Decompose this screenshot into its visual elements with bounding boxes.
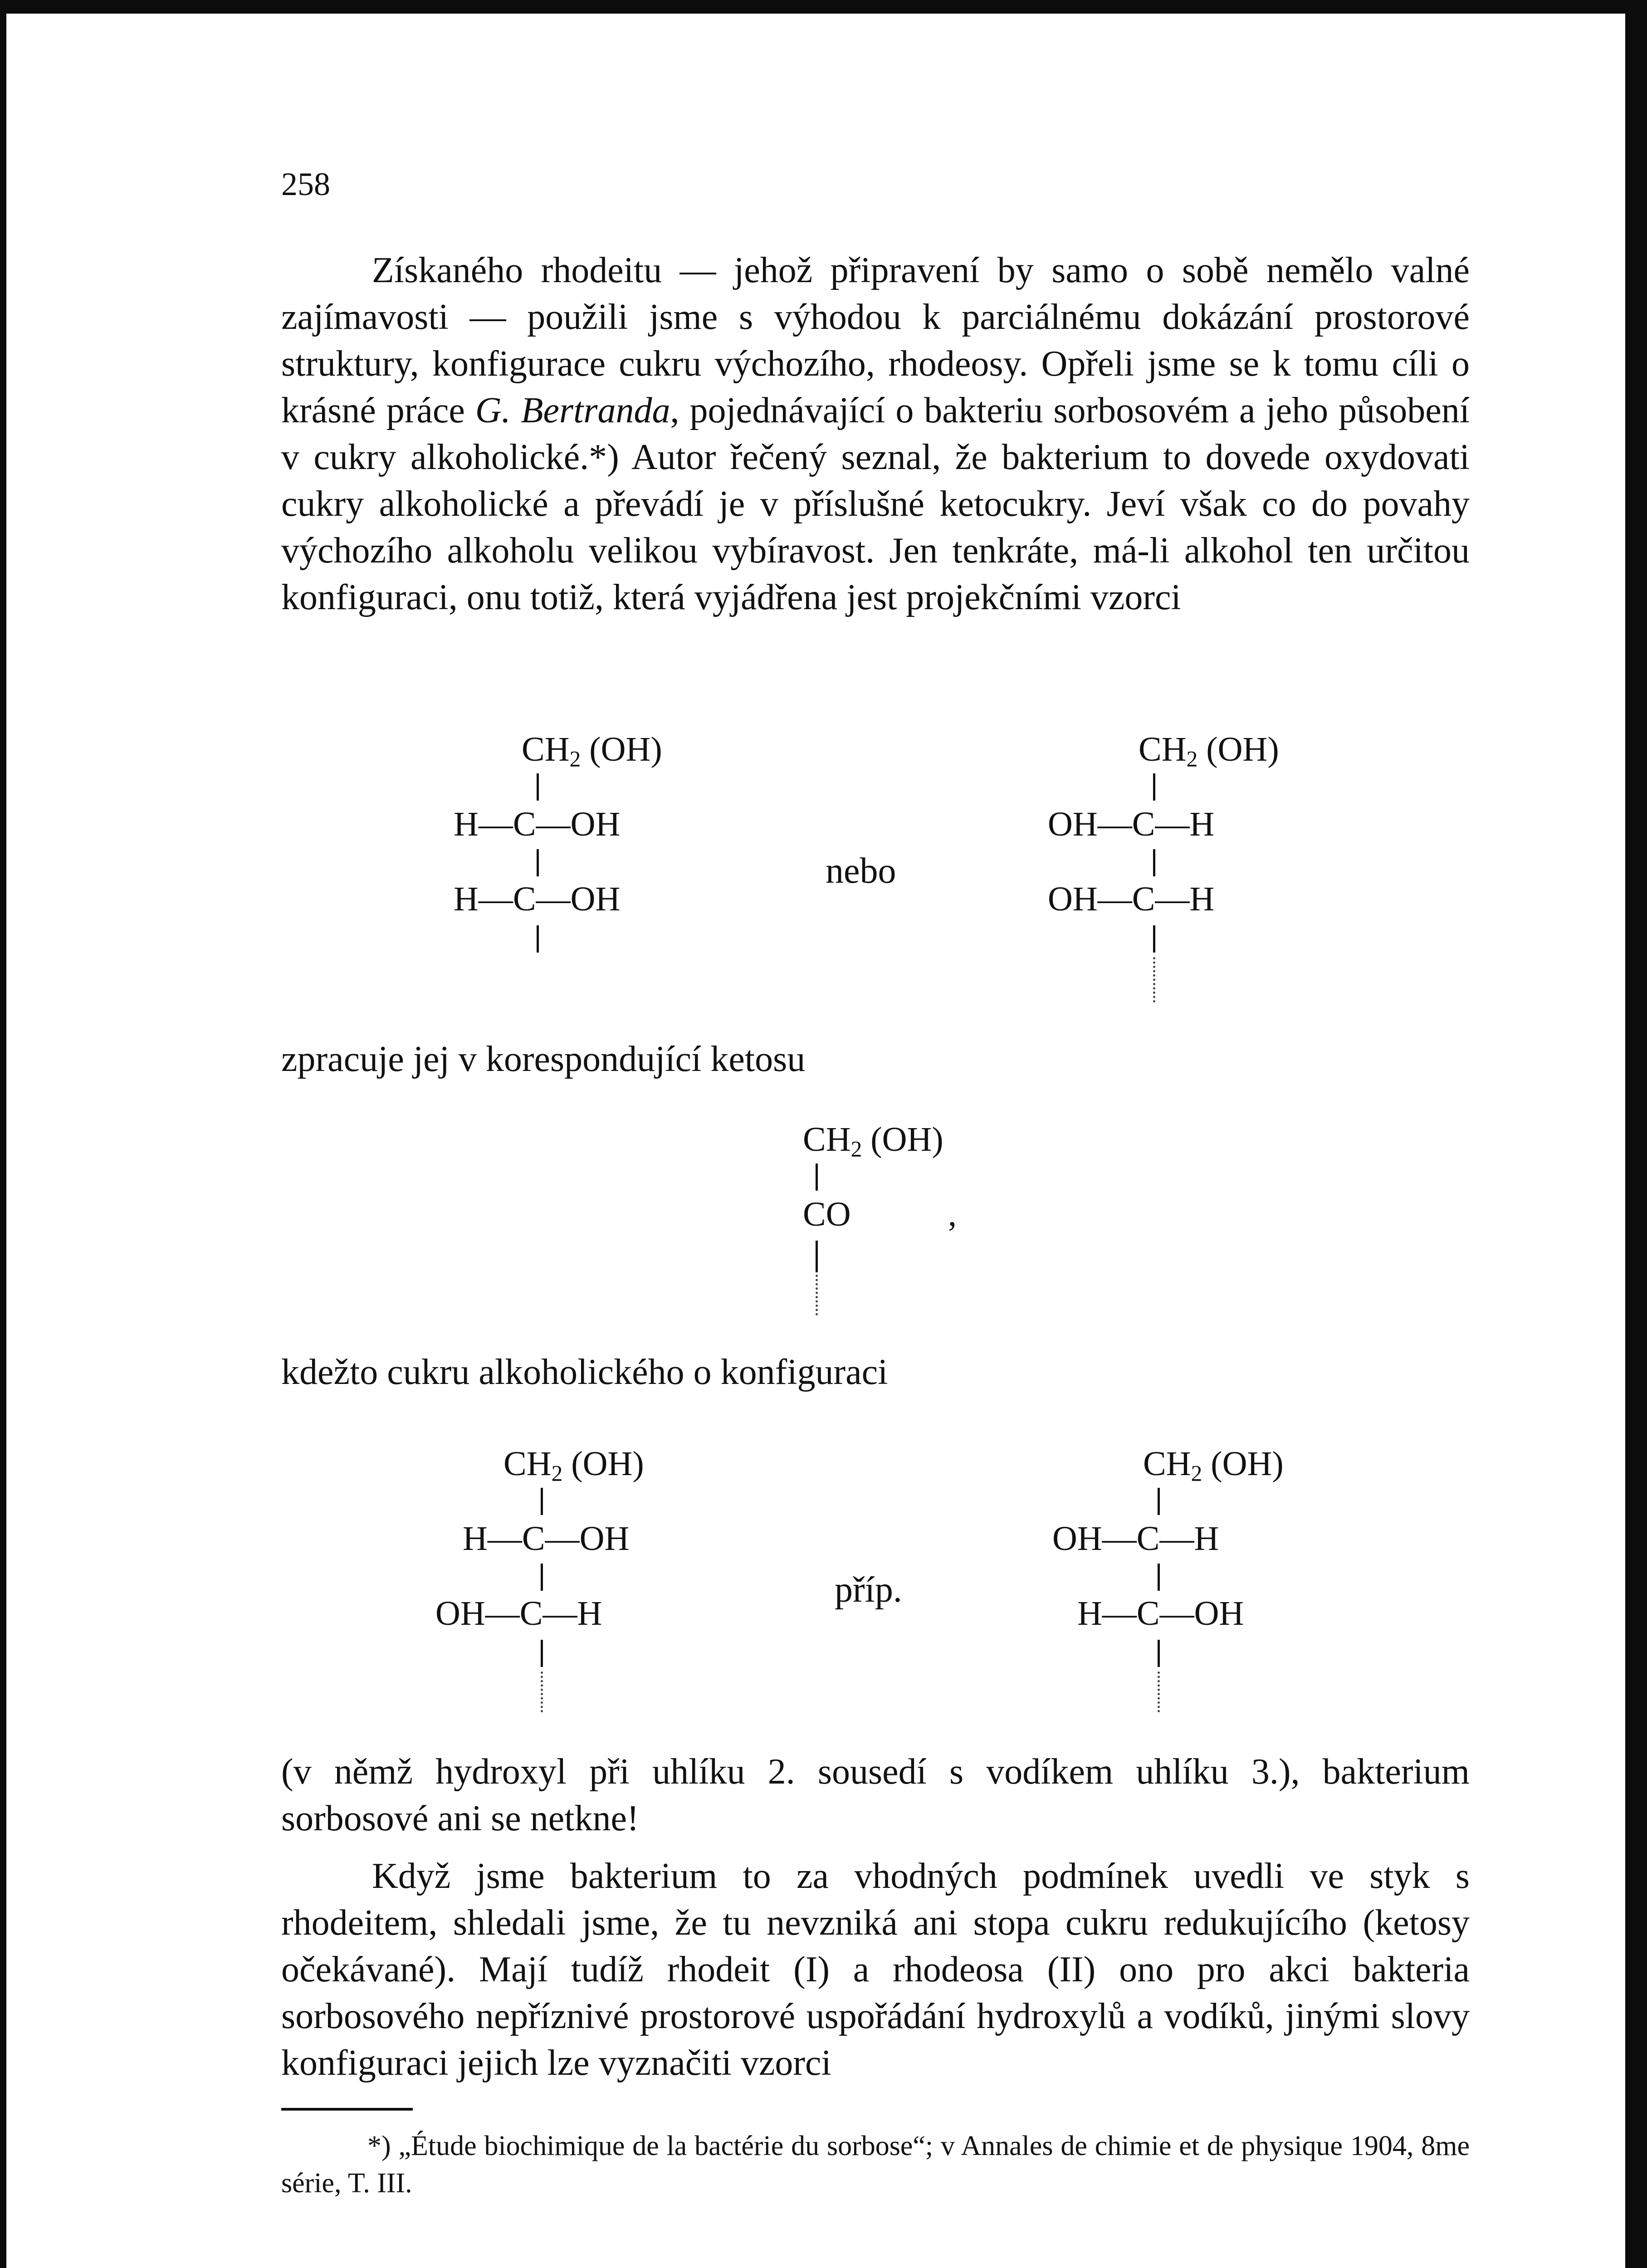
formula-1b-row2: OH—C—H bbox=[1048, 880, 1215, 918]
bond bbox=[1158, 1488, 1160, 1515]
continuation-dots bbox=[1153, 957, 1158, 1002]
formula-1a-row2: H—C—OH bbox=[454, 880, 621, 918]
footnote-text: *) „Étude biochimique de la bactérie du sorbose“; v Annales de chimie et de physique 1904, 8me série, T. III. bbox=[281, 2131, 1470, 2199]
line-ketosa: zpracuje jej v korespondující ketosu bbox=[281, 1039, 806, 1079]
formula-3a bbox=[435, 1445, 689, 1726]
bond bbox=[1153, 773, 1155, 801]
bond bbox=[537, 773, 539, 801]
formula-2-top: $CH_2$ (OH) bbox=[803, 1120, 943, 1162]
formula-3b-row1: OH—C—H bbox=[1052, 1520, 1219, 1558]
bond bbox=[541, 1564, 543, 1591]
bond bbox=[816, 1163, 818, 1191]
formula-3b-row2: H—C—OH bbox=[1077, 1594, 1244, 1633]
formula-3a-row2: OH—C—H bbox=[435, 1594, 602, 1633]
scan-border-right bbox=[1625, 0, 1647, 2268]
footnote-rule bbox=[281, 2108, 413, 2111]
formula-2 bbox=[803, 1120, 1075, 1325]
bond bbox=[1158, 1640, 1160, 1667]
bond bbox=[541, 1640, 543, 1667]
formula-1a-row1: H—C—OH bbox=[454, 805, 621, 843]
bond bbox=[541, 1488, 543, 1515]
bond bbox=[537, 925, 539, 953]
formula-1b bbox=[1048, 730, 1320, 1012]
formula-1a bbox=[454, 730, 680, 966]
formula-2-row1: CO bbox=[803, 1195, 851, 1233]
bond bbox=[816, 1241, 818, 1272]
formula-3a-row1: H—C—OH bbox=[463, 1520, 630, 1558]
paragraph-1-text: Získaného rhodeitu — jehož připravení by samo o sobě nemělo valné zajímavosti — použili jsme s výhodou k parciálnému dokázání prostorové struktury, konfigurace cukru výchozího, rhodeosy. Opřeli jsme se k tomu cíli o krásné práce bbox=[281, 250, 1470, 430]
scan-border-top bbox=[0, 0, 1647, 14]
formula-3a-top: $CH_2$ (OH) bbox=[503, 1445, 644, 1486]
paragraph-1-rest: , pojednávající o bakteriu sorbosovém a jeho působení v cukry alkoholické.*) Autor řečený seznal, že bakterium to dovede oxydovati cukry alkoholické a převádí je v příslušné ketocukry. Jeví však co do povahy výchozího alkoholu velikou vybíravost. Jen tenkráte, má-li alkohol ten určitou konfiguraci, onu totiž, která vyjádřena jest projekčními vzorci bbox=[281, 391, 1470, 617]
continuation-dots bbox=[541, 1672, 545, 1712]
continuation-dots bbox=[816, 1275, 820, 1315]
formula-1a-top: $CH_2$ (OH) bbox=[522, 730, 662, 772]
bond bbox=[1153, 925, 1155, 953]
connector-nebo: nebo bbox=[826, 851, 896, 891]
bond bbox=[1153, 849, 1155, 876]
author-name: G. Bertranda bbox=[475, 391, 670, 430]
line-kdezto: kdežto cukru alkoholického o konfiguraci bbox=[281, 1352, 888, 1392]
paragraph-1 bbox=[281, 247, 1470, 621]
formula-3b bbox=[1052, 1445, 1324, 1726]
continuation-dots bbox=[1158, 1672, 1162, 1712]
formula-2-comma: , bbox=[948, 1195, 957, 1233]
connector-prip: příp. bbox=[835, 1570, 902, 1610]
formula-1b-top: $CH_2$ (OH) bbox=[1139, 730, 1279, 772]
bond bbox=[537, 849, 539, 876]
formula-3b-top: $CH_2$ (OH) bbox=[1143, 1445, 1284, 1486]
scan-border-left bbox=[0, 0, 6, 2268]
paragraph-3: Když jsme bakterium to za vhodných podmínek uvedli ve styk s rhodeitem, shledali jsme, že tu nevzniká ani stopa cukru redukujícího (ketosy očekávané). Mají tudíž rhodeit (I) a rhodeosa (II) ono pro akci bakteria sorbosového nepříznivé prostorové uspořádání hydroxylů a vodíků, jinými slovy konfiguraci jejich lze vyznačiti vzorci bbox=[281, 1856, 1470, 2083]
page-number: 258 bbox=[281, 166, 330, 202]
formula-1b-row1: OH—C—H bbox=[1048, 805, 1215, 843]
bond bbox=[1158, 1564, 1160, 1591]
footnote bbox=[281, 2127, 1470, 2202]
paragraph-2: (v němž hydroxyl při uhlíku 2. sousedí s vodíkem uhlíku 3.), bakterium sorbosové ani se netkne! bbox=[281, 1752, 1470, 1838]
